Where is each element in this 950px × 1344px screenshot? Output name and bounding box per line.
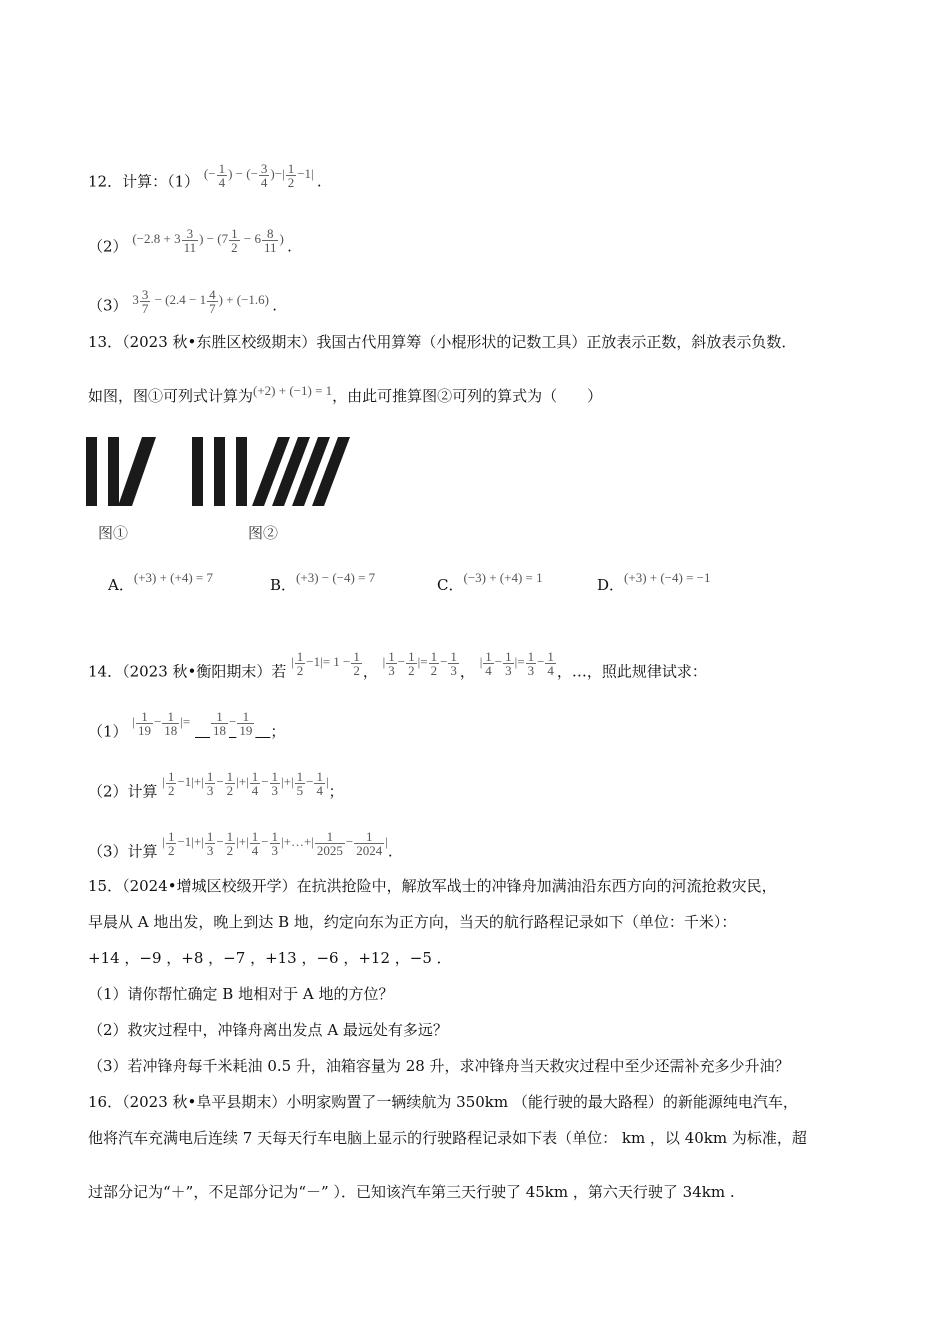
q12-part1: 12．计算：（1） (− $\frac{1}{4}$ ) − (− $\frac{3}{4}$ )−| $\frac{1}{2}$ −1| . <box>88 161 322 191</box>
q12-p2-label: （2） <box>88 237 128 256</box>
rod-fig1-slant-1 <box>118 437 156 506</box>
counting-rods-figure <box>86 437 356 507</box>
q13-option-a[interactable]: A．(+3) + (+4) = 7 <box>108 570 213 594</box>
q12-expr1: (− $\frac{1}{4}$ ) − (− $\frac{3}{4}$ )−| $\frac{1}{2}$ −1| <box>203 161 314 190</box>
q15-s2: （2）救灾过程中，冲锋舟离出发点 A 最远处有多远？ <box>88 1021 448 1039</box>
q13-option-d[interactable]: D．(+3) + (−4) = −1 <box>597 570 711 594</box>
rod-fig1-upright-1 <box>86 437 97 506</box>
q14-part3: （3）计算 | $\frac{1}{2}$ −1|+| $\frac{1}{3}$ − $\frac{1}{2}$ |+| $\frac{1}{4}$ − $\frac{1}{3}$ |+…+| $\frac{1}{2025}$ − $\frac{1}{2024}$ |. <box>88 829 393 861</box>
q13-line1: 13．（2023 秋•东胜区校级期末）我国古代用算筹（小棍形状的记数工具）正放表示正数，斜放表示负数． <box>88 333 797 351</box>
q15-line1: 15．（2024•增城区校级开学）在抗洪抢险中，解放军战士的冲锋舟加满油沿东西方向的河流抢救灾民， <box>88 877 777 895</box>
rod-fig1-upright-2 <box>108 437 119 506</box>
q12-part3: （3） 3 $\frac{3}{7}$ − (2.4 − 1 $\frac{4}{7}$ ) + (−1.6) . <box>88 287 278 316</box>
rod-fig2-upright-3 <box>236 437 247 506</box>
rod-fig2-upright-2 <box>214 437 225 506</box>
q15-line2: 早晨从 A 地出发，晚上到达 B 地，约定向东为正方向，当天的航行路程记录如下（单位：千米）： <box>88 913 737 931</box>
q13-line2: 如图，图①可列式计算为(+2) + (−1) = 1，由此可推算图②可列的算式为（ ） <box>88 383 603 405</box>
q12-expr3: 3 $\frac{3}{7}$ − (2.4 − 1 $\frac{4}{7}$ ) + (−1.6) <box>132 287 269 316</box>
q15-records: +14 ，−9 ，+8 ，−7 ，+13 ，−6 ，+12 ，−5 ． <box>88 949 452 967</box>
q16-line1: 16．（2023 秋•阜平县期末）小明家购置了一辆续航为 350km （能行驶的最大路程）的新能源纯电汽车， <box>88 1093 798 1111</box>
q12-part2: （2） (−2.8 + 3 $\frac{3}{11}$ ) − (7 $\frac{1}{2}$ − 6 $\frac{8}{11}$ ) . <box>88 226 292 256</box>
fig1-caption: 图① <box>98 524 129 542</box>
q13-option-b[interactable]: B．(+3) − (−4) = 7 <box>270 570 376 594</box>
q13-option-c[interactable]: C．(−3) + (+4) = 1 <box>437 570 543 594</box>
q15-s1: （1）请你帮忙确定 B 地相对于 A 地的方位？ <box>88 985 394 1003</box>
q14-answer-1: $\frac{1}{18}$ − $\frac{1}{19}$ <box>213 709 253 738</box>
q12-p3-label: （3） <box>88 296 128 315</box>
q12-expr2: (−2.8 + 3 $\frac{3}{11}$ ) − (7 $\frac{1}{2}$ − 6 $\frac{8}{11}$ ) <box>132 226 284 255</box>
q14-part2: （2）计算 | $\frac{1}{2}$ −1|+| $\frac{1}{3}$ − $\frac{1}{2}$ |+| $\frac{1}{4}$ − $\frac{1}{3}$ |+| $\frac{1}{5}$ − $\frac{1}{4}$ |； <box>88 769 344 801</box>
q15-s3: （3）若冲锋舟每千米耗油 0.5 升，油箱容量为 28 升，求冲锋舟当天救灾过程中至少还需补充多少升油？ <box>88 1057 790 1075</box>
q16-line2: 他将汽车充满电后连续 7 天每天行车电脑上显示的行驶路程记录如下表（单位： km ，以 40km 为标准，超 <box>88 1129 807 1147</box>
q12-label: 12．计算：（1） <box>88 172 200 191</box>
q14-head: 14．（2023 秋•衡阳期末）若 | $\frac{1}{2}$ −1|= 1 − $\frac{1}{2}$ ， | $\frac{1}{3}$ − $\frac{1}{2}$ |= $\frac{1}{2}$ − $\frac{1}{3}$ ， | $\frac{1}{4}$ − $\frac{1}{3}$ |= $\frac{1}{3}$ − $\frac{1}{4}$ ，…，照此规律试求： <box>88 649 707 681</box>
q16-line3: 过部分记为“＋”，不足部分记为“－” ）．已知该汽车第三天行驶了 45km ，第六天行驶了 34km . <box>88 1183 735 1201</box>
fig2-caption: 图② <box>248 524 279 542</box>
rod-fig2-upright-1 <box>192 437 203 506</box>
q14-part1: （1） | $\frac{1}{19}$ − $\frac{1}{18}$ |= $\frac{1}{18}$ − $\frac{1}{19}$ ； <box>88 709 286 741</box>
